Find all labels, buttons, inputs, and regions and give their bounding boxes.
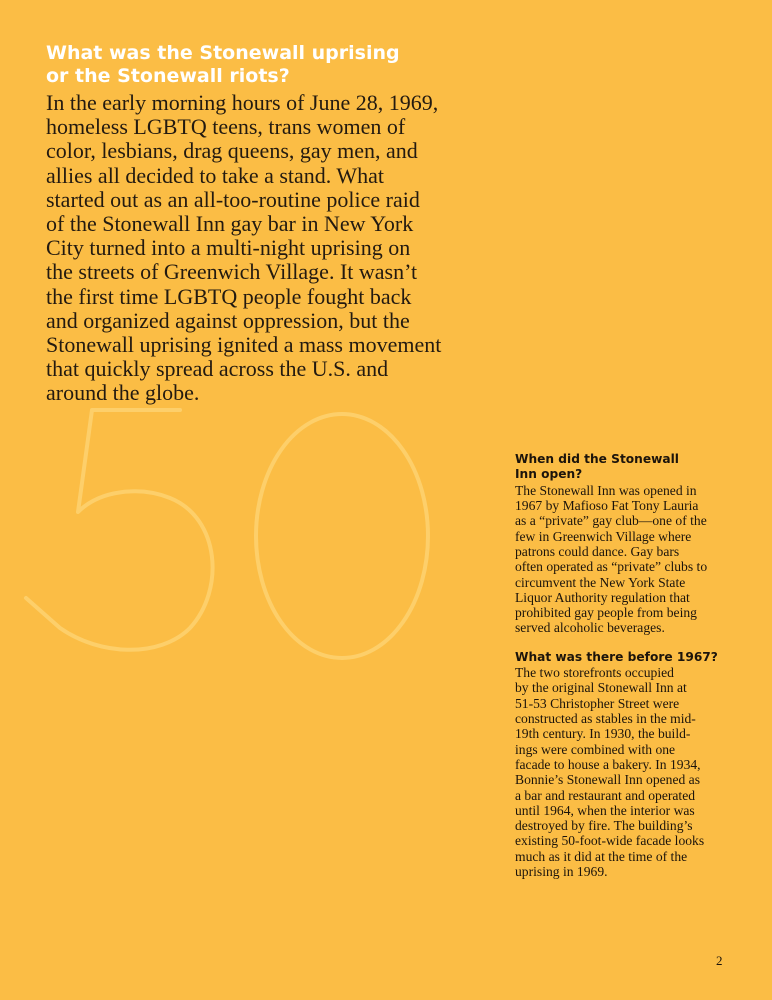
answer-line: The Stonewall Inn was opened in xyxy=(515,482,697,498)
sidebar-faq xyxy=(515,452,737,879)
faq-heading-stonewall-opened xyxy=(515,452,737,483)
intro-line: the streets of Greenwich Village. It wasn’t xyxy=(46,259,418,285)
watermark-digit-five xyxy=(26,410,213,650)
faq-heading-before-1967 xyxy=(515,650,737,665)
section-spacer xyxy=(515,636,737,650)
answer-line: by the original Stonewall Inn at xyxy=(515,680,687,696)
faq-answer-stonewall-opened xyxy=(515,483,737,636)
answer-line: Bonnie’s Stonewall Inn opened as xyxy=(515,772,700,788)
answer-line: few in Greenwich Village where xyxy=(515,528,692,544)
answer-line: 51-53 Christopher Street were xyxy=(515,695,680,711)
answer-line: often operated as “private” clubs to xyxy=(515,559,708,575)
title-line: or the Stonewall riots? xyxy=(46,65,290,87)
intro-line: started out as an all-too-routine police raid xyxy=(46,186,420,212)
intro-line: and organized against oppression, but the xyxy=(46,307,410,333)
answer-line: prohibited gay people from being xyxy=(515,605,697,621)
heading-line: What was there before 1967? xyxy=(515,649,718,664)
fifty-watermark xyxy=(20,400,440,660)
answer-line: a bar and restaurant and operated xyxy=(515,787,696,803)
answer-line: much as it did at the time of the xyxy=(515,848,688,864)
answer-line: as a “private” gay club—one of the xyxy=(515,513,707,529)
answer-line: uprising in 1969. xyxy=(515,864,608,880)
title-line: What was the Stonewall uprising xyxy=(46,42,400,64)
intro-line: allies all decided to take a stand. What xyxy=(46,162,385,188)
intro-line: color, lesbians, drag queens, gay men, and xyxy=(46,138,418,164)
intro-line: In the early morning hours of June 28, 1969, xyxy=(46,90,439,115)
intro-line: the first time LGBTQ people fought back xyxy=(46,283,412,309)
answer-line: patrons could dance. Gay bars xyxy=(515,544,680,559)
intro-paragraph xyxy=(46,91,504,406)
heading-line: Inn open? xyxy=(515,467,583,482)
answer-line: facade to house a bakery. In 1934, xyxy=(515,756,701,772)
answer-line: 19th century. In 1930, the build- xyxy=(515,726,691,742)
answer-line: until 1964, when the interior was xyxy=(515,802,695,818)
answer-line: destroyed by fire. The building’s xyxy=(515,818,693,834)
intro-line: City turned into a multi-night uprising on xyxy=(46,235,411,261)
intro-line: Stonewall uprising ignited a mass movement xyxy=(46,332,442,358)
page-number: 2 xyxy=(716,953,723,968)
answer-line: The two storefronts occupied xyxy=(515,665,674,681)
watermark-digit-zero xyxy=(256,414,428,658)
faq-answer-before-1967 xyxy=(515,665,737,879)
answer-line: existing 50-foot-wide facade looks xyxy=(515,833,705,849)
intro-line: homeless LGBTQ teens, trans women of xyxy=(46,114,406,140)
answer-line: constructed as stables in the mid- xyxy=(515,711,696,727)
intro-line: of the Stonewall Inn gay bar in New York xyxy=(46,211,414,237)
intro-line: around the globe. xyxy=(46,380,200,406)
answer-line: circumvent the New York State xyxy=(515,574,686,590)
answer-line: Liquor Authority regulation that xyxy=(515,589,690,605)
intro-line: that quickly spread across the U.S. and xyxy=(46,356,389,382)
answer-line: 1967 by Mafioso Fat Tony Lauria xyxy=(515,498,699,514)
answer-line: ings were combined with one xyxy=(515,741,676,757)
heading-line: When did the Stonewall xyxy=(515,452,679,466)
page-title xyxy=(46,42,486,88)
answer-line: served alcoholic beverages. xyxy=(515,620,665,636)
